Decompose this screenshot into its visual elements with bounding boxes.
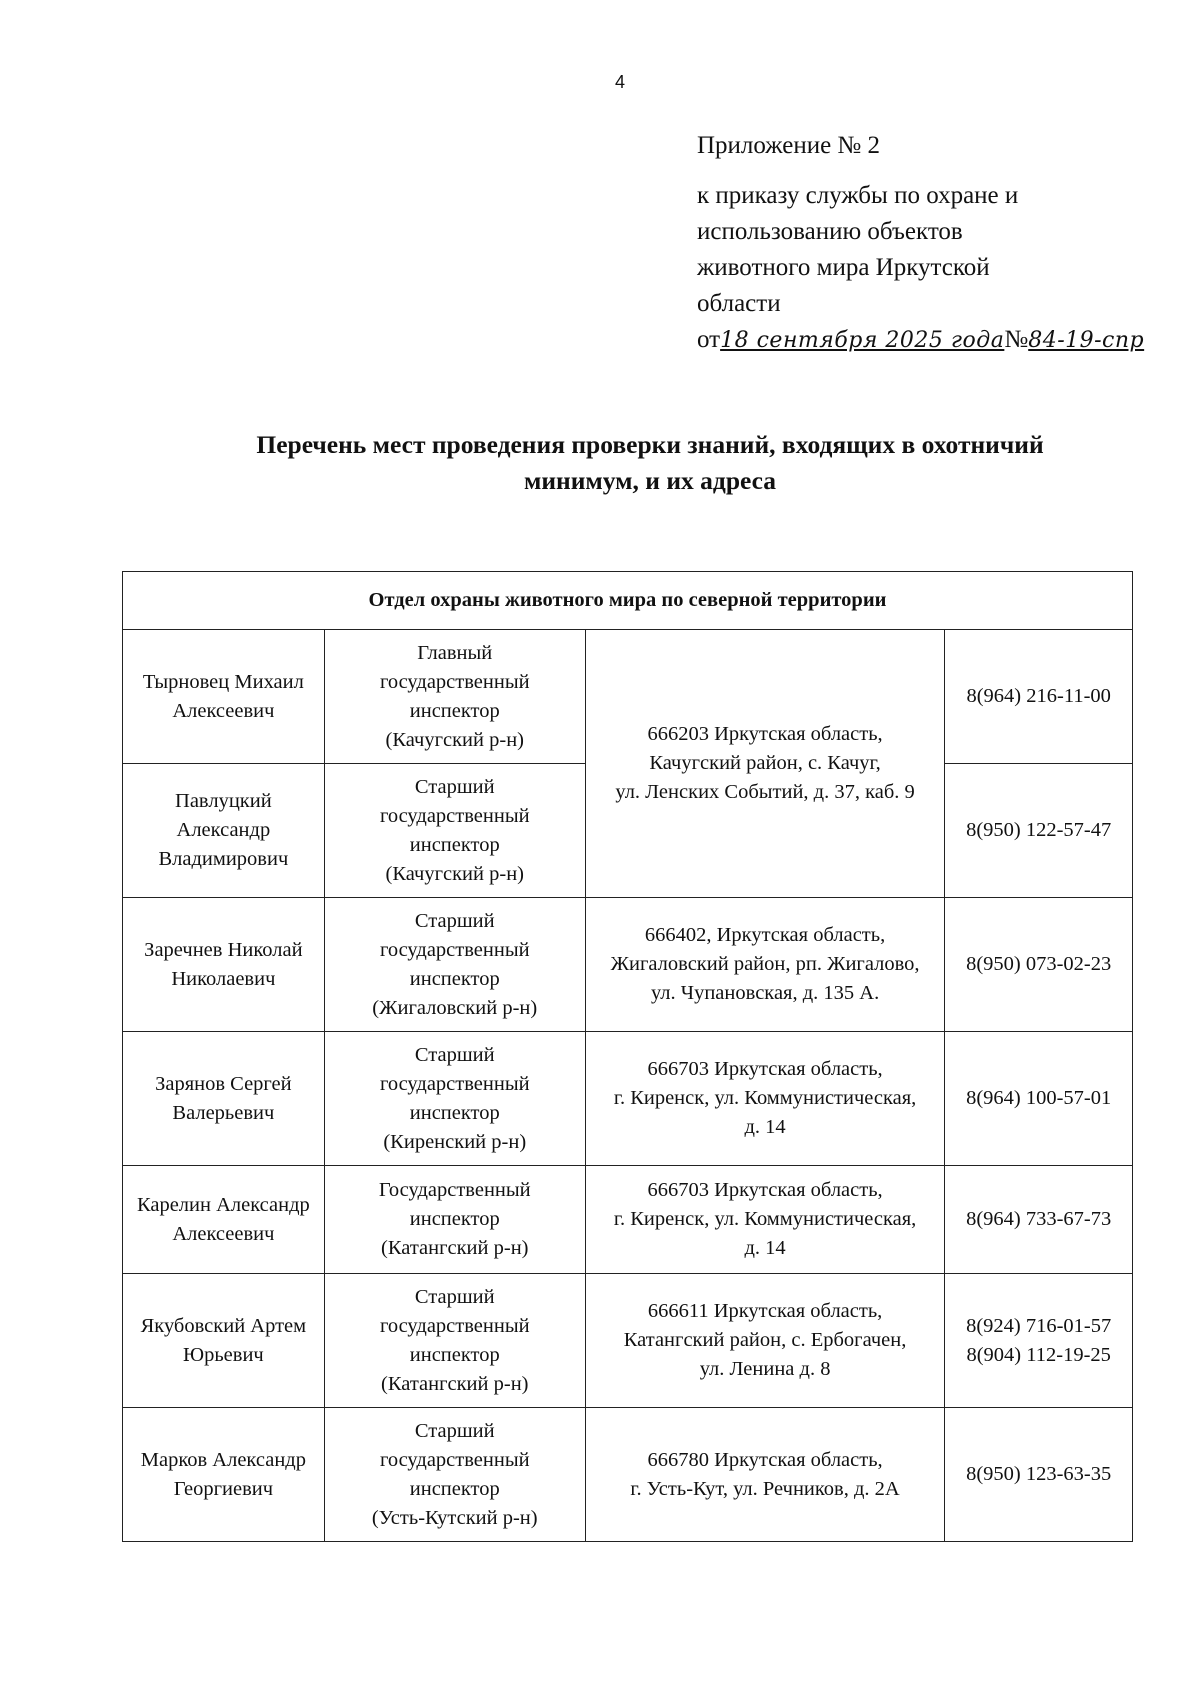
handwritten-number: 84-19-спр [1028,328,1145,353]
table-row [123,1032,1133,1166]
phone-cell: 8(950) 122-57-47 [945,764,1133,898]
phone-cell: 8(950) 123-63-35 [945,1408,1133,1542]
address-cell: 666703 Иркутская область, г. Киренск, ул. Коммунистическая, д. 14 [585,1166,945,1274]
name-cell: Заречнев Николай Николаевич [123,898,325,1032]
inspectors-table [122,571,1133,1542]
phone-cell: 8(964) 216-11-00 [945,630,1133,764]
position-cell: Старший государственный инспектор (Жигаловский р-н) [324,898,585,1032]
address-cell: 666780 Иркутская область, г. Усть-Кут, ул. Речников, д. 2А [585,1408,945,1542]
name-cell: Карелин Александр Алексеевич [123,1166,325,1274]
position-cell: Старший государственный инспектор (Катангский р-н) [324,1274,585,1408]
position-cell: Главный государственный инспектор (Качугский р-н) [324,630,585,764]
position-cell: Государственный инспектор (Катангский р-н) [324,1166,585,1274]
address-cell: 666611 Иркутская область, Катангский район, с. Ербогачен, ул. Ленина д. 8 [585,1274,945,1408]
address-cell: 666402, Иркутская область, Жигаловский район, рп. Жигалово, ул. Чупановская, д. 135 А. [585,898,945,1032]
document-title [180,427,1120,499]
position-cell: Старший государственный инспектор (Усть-Кутский р-н) [324,1408,585,1542]
address-cell: 666703 Иркутская область, г. Киренск, ул. Коммунистическая, д. 14 [585,1032,945,1166]
appendix-line: к приказу службы по охране и [697,182,1019,209]
table-row [123,1166,1133,1274]
table-row [123,630,1133,764]
table-row [123,1408,1133,1542]
appendix-title: Приложение № 2 [697,132,881,159]
document-title-line: минимум, и их адреса [523,466,777,495]
document-title-line: Перечень мест проведения проверки знаний, входящих в охотничий [256,430,1044,459]
phone-cell: 8(950) 073-02-23 [945,898,1133,1032]
phone-cell: 8(964) 733-67-73 [945,1166,1133,1274]
position-cell: Старший государственный инспектор (Киренский р-н) [324,1032,585,1166]
number-prefix: № [1004,326,1029,353]
phone-cell: 8(964) 100-57-01 [945,1032,1133,1166]
appendix-line: использованию объектов [697,218,963,245]
name-cell: Якубовский Артем Юрьевич [123,1274,325,1408]
name-cell: Марков Александр Георгиевич [123,1408,325,1542]
date-prefix: от [697,326,721,353]
address-cell: 666203 Иркутская область, Качугский район, с. Качуг, ул. Ленских Событий, д. 37, каб. 9 [585,630,945,898]
appendix-line: области [697,290,781,317]
position-cell: Старший государственный инспектор (Качугский р-н) [324,764,585,898]
table-row [123,1274,1133,1408]
appendix-block [697,128,1177,359]
handwritten-date: 18 сентября 2025 года [720,328,1005,353]
page-number: 4 [614,72,625,92]
section-header: Отдел охраны животного мира по северной территории [123,572,1133,630]
appendix-line: животного мира Иркутской [697,254,990,281]
name-cell: Тырновец Михаил Алексеевич [123,630,325,764]
table-header-row [123,572,1133,630]
table-row [123,898,1133,1032]
name-cell: Зарянов Сергей Валерьевич [123,1032,325,1166]
name-cell: Павлуцкий Александр Владимирович [123,764,325,898]
order-date-number [697,322,1177,359]
phone-cell: 8(924) 716-01-57 8(904) 112-19-25 [945,1274,1133,1408]
